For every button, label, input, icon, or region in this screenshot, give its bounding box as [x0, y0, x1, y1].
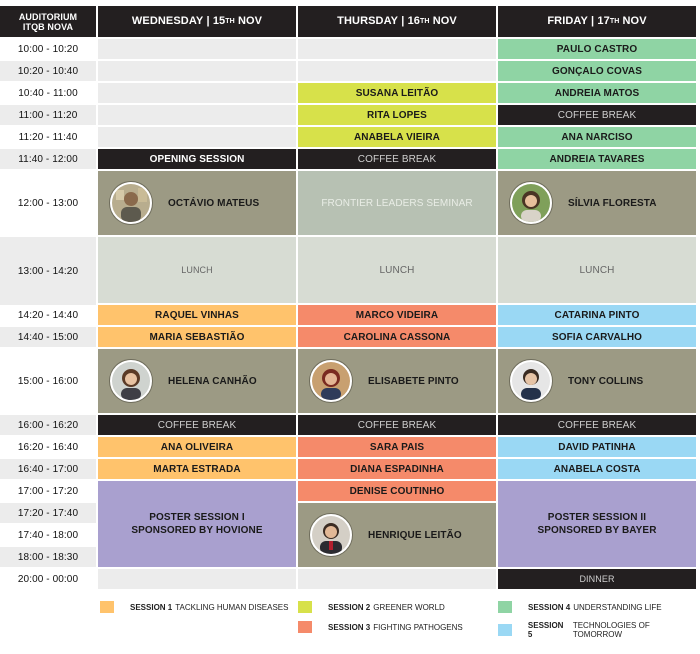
corner-header — [0, 6, 96, 37]
talk-slot: GONÇALO COVAS — [498, 61, 696, 81]
talk-slot: SARA PAIS — [298, 437, 496, 457]
talk-slot: MARCO VIDEIRA — [298, 305, 496, 325]
time-slot: 11:00 - 11:20 — [0, 105, 96, 125]
legend-session-number: SESSION 2 — [328, 602, 371, 612]
day-suffix: TH — [609, 18, 620, 25]
corner-line-2: ITQB NOVA — [22, 21, 74, 32]
empty-slot — [98, 61, 296, 81]
time-slot: 17:20 - 17:40 — [0, 503, 96, 523]
day-date: 17 — [597, 15, 610, 27]
legend-session-label: TACKLING HUMAN DISEASES — [175, 602, 289, 612]
legend-session-number: SESSION 5 — [527, 621, 564, 639]
legend-swatch — [298, 601, 312, 613]
talk-slot: DENISE COUTINHO — [298, 481, 496, 501]
speaker-photo-avatar — [510, 182, 552, 224]
day-month: NOV — [237, 15, 263, 27]
talk-slot: ANABELA VIEIRA — [298, 127, 496, 147]
talk-slot: ANABELA COSTA — [498, 459, 696, 479]
poster-title: POSTER SESSION II — [547, 512, 647, 523]
time-slot: 14:40 - 15:00 — [0, 327, 96, 347]
lunch-slot: LUNCH — [98, 237, 296, 303]
speaker-session — [498, 349, 696, 413]
talk-slot: DAVID PATINHA — [498, 437, 696, 457]
legend-swatch — [498, 624, 512, 636]
legend-swatch — [498, 601, 512, 613]
speaker-session — [98, 349, 296, 413]
day-header-wednesday: WEDNESDAY | 15 TH NOV — [98, 6, 296, 37]
lunch-slot: LUNCH — [498, 237, 696, 303]
time-slot: 17:40 - 18:00 — [0, 525, 96, 545]
speaker-name: SÍLVIA FLORESTA — [568, 197, 657, 209]
speaker-name: TONY COLLINS — [568, 375, 644, 387]
day-header-thursday: THURSDAY | 16 TH NOV — [298, 6, 496, 37]
speaker-session — [98, 171, 296, 235]
coffee-break: COFFEE BREAK — [298, 415, 496, 435]
day-name: THURSDAY — [337, 15, 399, 27]
empty-slot — [298, 39, 496, 59]
time-slot: 16:20 - 16:40 — [0, 437, 96, 457]
legend-item-session-3 — [298, 621, 463, 633]
legend-session-number: SESSION 1 — [130, 602, 173, 612]
legend-item-session-1 — [100, 601, 288, 613]
dinner-slot: DINNER — [498, 569, 696, 589]
legend-session-label: FIGHTING PATHOGENS — [373, 622, 463, 632]
speaker-photo-avatar — [310, 360, 352, 402]
talk-slot: SUSANA LEITÃO — [298, 83, 496, 103]
session-legend — [0, 600, 700, 654]
day-name: WEDNESDAY — [131, 15, 204, 27]
legend-item-session-2 — [298, 601, 445, 613]
poster-session — [498, 481, 696, 567]
time-slot: 15:00 - 16:00 — [0, 349, 96, 413]
time-slot: 11:40 - 12:00 — [0, 149, 96, 169]
time-slot: 18:00 - 18:30 — [0, 547, 96, 567]
speaker-name: HELENA CANHÃO — [168, 375, 257, 387]
empty-slot — [98, 105, 296, 125]
talk-slot: CAROLINA CASSONA — [298, 327, 496, 347]
time-slot: 20:00 - 00:00 — [0, 569, 96, 589]
legend-item-session-4 — [498, 601, 662, 613]
day-month: NOV — [622, 15, 647, 27]
time-slot: 16:00 - 16:20 — [0, 415, 96, 435]
lunch-slot: LUNCH — [298, 237, 496, 303]
talk-slot: ANA OLIVEIRA — [98, 437, 296, 457]
talk-slot: CATARINA PINTO — [498, 305, 696, 325]
time-slot: 17:00 - 17:20 — [0, 481, 96, 501]
speaker-name: HENRIQUE LEITÃO — [368, 529, 462, 541]
coffee-break: COFFEE BREAK — [98, 415, 296, 435]
talk-slot: PAULO CASTRO — [498, 39, 696, 59]
corner-line-1: AUDITORIUM — [18, 11, 78, 22]
legend-session-number: SESSION 3 — [328, 622, 371, 632]
legend-session-label: GREENER WORLD — [373, 602, 445, 612]
legend-session-label: TECHNOLOGIES OF TOMORROW — [572, 621, 650, 639]
time-slot: 10:20 - 10:40 — [0, 61, 96, 81]
legend-item-session-5 — [498, 621, 700, 639]
opening-session: OPENING SESSION — [98, 149, 296, 169]
day-suffix: TH — [225, 18, 235, 25]
seminar-slot: FRONTIER LEADERS SEMINAR — [298, 171, 496, 235]
speaker-photo-avatar — [510, 360, 552, 402]
speaker-name: OCTÁVIO MATEUS — [168, 197, 260, 209]
talk-slot: SOFIA CARVALHO — [498, 327, 696, 347]
talk-slot: RITA LOPES — [298, 105, 496, 125]
empty-slot — [98, 83, 296, 103]
empty-slot — [298, 569, 496, 589]
coffee-break: COFFEE BREAK — [498, 105, 696, 125]
legend-session-label: UNDERSTANDING LIFE — [573, 602, 662, 612]
poster-sponsor: SPONSORED BY BAYER — [537, 525, 657, 536]
empty-slot — [98, 39, 296, 59]
speaker-session — [298, 349, 496, 413]
coffee-break: COFFEE BREAK — [498, 415, 696, 435]
talk-slot: RAQUEL VINHAS — [98, 305, 296, 325]
time-slot: 13:00 - 14:20 — [0, 237, 96, 305]
time-slot: 12:00 - 13:00 — [0, 171, 96, 235]
empty-slot — [98, 127, 296, 147]
speaker-session — [498, 171, 696, 235]
empty-slot — [298, 61, 496, 81]
talk-slot: DIANA ESPADINHA — [298, 459, 496, 479]
day-suffix: TH — [420, 18, 430, 25]
talk-slot: MARIA SEBASTIÃO — [98, 327, 296, 347]
day-header-friday: FRIDAY | 17 TH NOV — [498, 6, 696, 37]
time-slot: 14:20 - 14:40 — [0, 305, 96, 325]
talk-slot: ANDREIA MATOS — [498, 83, 696, 103]
time-slot: 10:40 - 11:00 — [0, 83, 96, 103]
speaker-name: ELISABETE PINTO — [368, 375, 459, 387]
day-date: 15 — [212, 15, 226, 27]
empty-slot — [98, 569, 296, 589]
legend-session-number: SESSION 4 — [528, 602, 571, 612]
speaker-session — [298, 503, 496, 567]
time-slot: 10:00 - 10:20 — [0, 39, 96, 59]
poster-sponsor: SPONSORED BY HOVIONE — [131, 525, 263, 536]
poster-session — [98, 481, 296, 567]
day-name: FRIDAY — [547, 15, 588, 27]
day-month: NOV — [432, 15, 457, 27]
talk-slot: ANDREIA TAVARES — [498, 149, 696, 169]
talk-slot: MARTA ESTRADA — [98, 459, 296, 479]
day-date: 16 — [407, 15, 420, 27]
talk-slot: ANA NARCISO — [498, 127, 696, 147]
speaker-photo-avatar — [110, 182, 152, 224]
poster-title: POSTER SESSION I — [149, 512, 245, 523]
legend-swatch — [100, 601, 114, 613]
speaker-photo-avatar — [310, 514, 352, 556]
legend-swatch — [298, 621, 312, 633]
time-slot: 11:20 - 11:40 — [0, 127, 96, 147]
time-slot: 16:40 - 17:00 — [0, 459, 96, 479]
speaker-photo-avatar — [110, 360, 152, 402]
coffee-break: COFFEE BREAK — [298, 149, 496, 169]
